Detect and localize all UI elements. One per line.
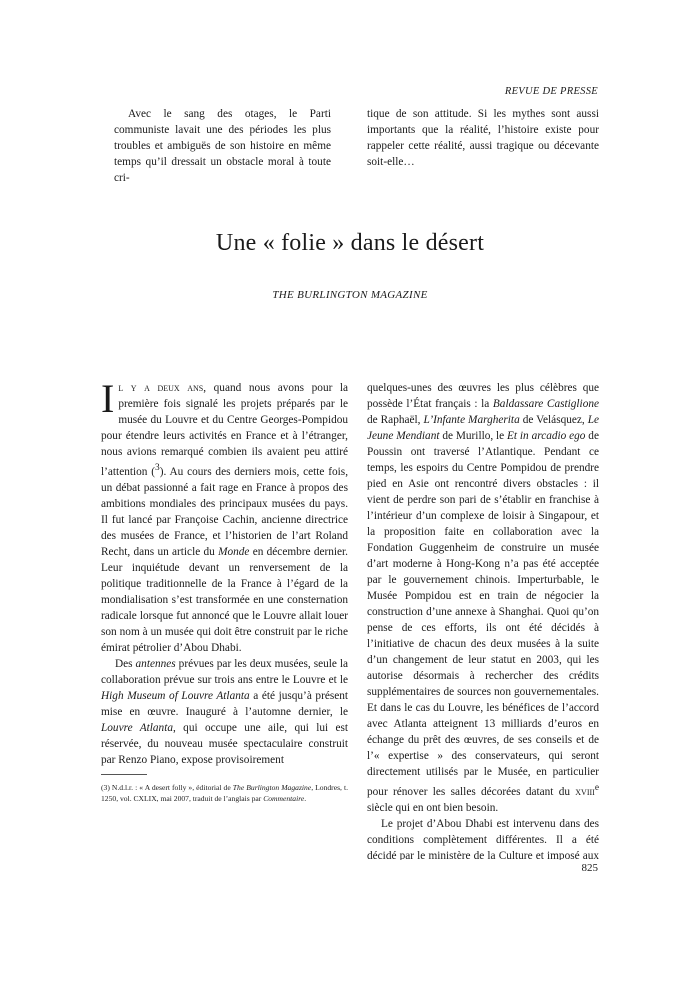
p2-em: Et in arcadio ego [507,430,586,442]
previous-article-end-left [114,106,331,186]
paragraph-3: Le projet d’Abou Dhabi est intervenu dans des conditions complètement différentes. Il a été décidé par le ministère de la Culture et imposé aux [367,817,599,860]
page-number: 825 [581,862,598,874]
previous-article-text-right: tique de son attitude. Si les mythes sont aussi importants que la réalité, l’histoire existe pour rappeler cette réalité, aussi tragique ou décevante soit-elle… [367,108,599,168]
p2-em: Le Jeune Mendiant [367,414,599,442]
paragraph-1-text-2: ). Au cours des derniers mois, cette fois, un débat passionné a fait rage en France à propos des ambitions mondiales des principaux musées du pays. Il fut lancé par Françoise Cachin, ancienne directrice des musées de France, et l’historien de l’art Roland Recht, dans un article du [101,465,349,558]
p2-text: a été jusqu’à présent mise en œuvre. Inauguré à l’automne dernier, le [101,689,349,718]
lead-in: l y a deux ans, [118,382,207,394]
paragraph-1 [101,376,349,656]
century-suffix: e [594,783,599,793]
p2-text: quelques-unes des œuvres les plus célèbres que possède l’État français : la [367,382,599,410]
previous-article-text-left: Avec le sang des otages, le Parti communiste lavait une des périodes les plus troubles et ambiguës de son histoire en même temps qu’il dressait un obstacle moral à toute cri- [114,108,331,184]
p2-text: , qui occupe une aile, qui lui est réservée, du nouveau musée spectaculaire construit par Renzo Piano, expose provisoirement [101,721,349,766]
p2-text: de Poussin ont traversé l’Atlantique. Pendant ce temps, les espoirs du Centre Pompidou de prendre pied en Asie ont rencontré divers obstacles : il vient de perdre son pari de s’établir en franchise à l’intérieur d’un complexe de loisir à Singapour, et la proposition faite en collaboration avec la Fondation Guggenheim de construire un musée d’art moderne à Hong-Kong n’a pas été acceptée par le gouvernement chinois. Imperturbable, le Musée Pompidou est en train de négocier la construction d’une annexe à Shanghai. Quoi qu’on pense de ces efforts, ils ont été décidés à l’initiative de chacun des deux musées à la suite d’un changement de leur statut en 2003, qui les autorise désormais à rechercher des crédits supplémentaires de sources non gouvernementales. Et dans le cas du Louvre, les bénéfices de l’accord avec Atlanta atteignent 13 milliards d’euros en échange du prêt des œuvres, de ses conseils et de l’« expertise » des conservateurs, qui seront directement utilisés par le Musée, en particulier pour rénover les salles décorées datant du [367,430,599,798]
footnote-rule [101,774,147,775]
century-numeral: xviii [575,785,595,798]
article-source: THE BURLINGTON MAGAZINE [272,289,428,301]
p2-text: siècle qui en ont bien besoin. [367,801,499,814]
paragraph-2 [101,656,348,768]
footnote-em: Commentaire [263,793,305,803]
p2-text: prévues par les deux musées, seule la collaboration prévue sur trois ans entre le Louvre et le [101,657,349,686]
p2-em: High Museum of Louvre Atlanta [101,689,250,702]
p2-em: antennes [135,657,176,670]
article-title: Une « folie » dans le désert [215,230,485,256]
p2-em: L’Infante Margherita [423,414,520,426]
p2-text: de Velásquez, [522,414,585,426]
p2-em: Baldassare Castiglione [492,398,599,410]
footnote-em: The Burlington Magazine [232,783,312,792]
paragraph-2 [367,380,599,816]
footnote-text: . [304,793,307,803]
footnote-text: (3) N.d.l.r. : « A desert folly », éditorial de [101,783,233,792]
drop-cap: I [101,376,115,421]
paragraph-1-text: quand nous avons pour la première fois signalé les projets préparés par le musée du Louvre et du Centre Georges-Pompidou pour étendre leurs activités en France et à l’étranger, nous avions remarqué combien ils avaient peu attiré l’attention ( [101,382,349,478]
previous-article-end-right [367,106,599,170]
p2-text: Des [115,657,136,670]
p2-em: Louvre Atlanta [101,721,173,734]
body-column-left [101,376,349,768]
footnote-ref[interactable]: 3 [155,463,160,473]
running-head: REVUE DE PRESSE [504,86,598,97]
p2-text: de Raphaël, [367,414,421,426]
paragraph-1-text-3: en décembre dernier. Leur inquiétude devant un renversement de la politique traditionnelle de la France à l’égard de la mondialisation s’est transformée en une consternation radicale lorsque fut annoncé que le Louvre allait louer son nom à un musée qui doit être construit par le riche émirat pétrolier d’Abou Dhabi. [101,545,349,654]
p2-text: de Murillo, le [442,430,505,442]
body-column-right [367,380,599,860]
footnote [101,783,348,804]
footnote-text: , Londres, t. 1250, vol. CXLIX, mai 2007, traduit de l’anglais par [101,783,349,803]
newspaper-name: Monde [218,545,250,558]
